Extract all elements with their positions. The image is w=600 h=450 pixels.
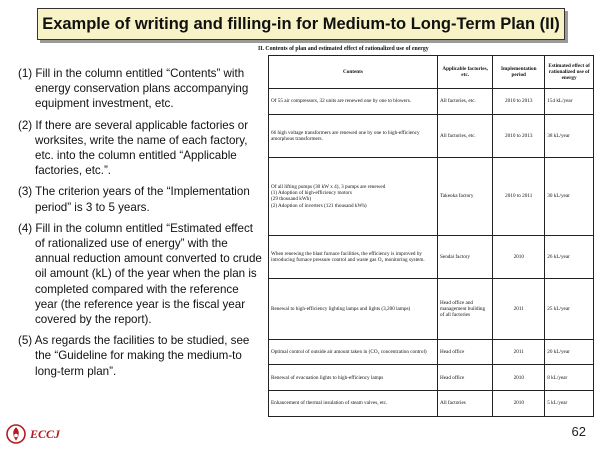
table-row xyxy=(269,339,594,365)
cell-factories: All factories xyxy=(438,391,493,417)
header-factories: Applicable factories, etc. xyxy=(438,56,493,89)
cell-contents: Renewal of evacuation lights to high-efficiency lamps xyxy=(269,365,438,391)
cell-effect: 20 kL/year xyxy=(545,339,594,365)
header-contents: Contents xyxy=(269,56,438,89)
cell-factories: All factories, etc. xyxy=(438,114,493,157)
cell-factories: Head office xyxy=(438,365,493,391)
table-row xyxy=(269,365,594,391)
table-row xyxy=(269,391,594,417)
instructions-list xyxy=(18,66,262,385)
cell-effect: 30 kL/year xyxy=(545,157,594,235)
header-period: Implementation period xyxy=(493,56,545,89)
table-row xyxy=(269,114,594,157)
cell-effect: 25 kL/year xyxy=(545,279,594,340)
eccj-logo xyxy=(6,424,60,444)
table-row xyxy=(269,89,594,115)
cell-effect: 5 kL/year xyxy=(545,391,594,417)
instruction-item: (3) The criterion years of the “Implementation period” is 3 to 5 years. xyxy=(18,185,250,214)
cell-period: 2010 xyxy=(493,365,545,391)
instruction-item: (4) Fill in the column entitled “Estimated effect of rationalized use of energy” with the annual reduction amount converted to crude oil amount (kL) of the year when the plan is completed compared with the reference year (the reference year is the fiscal year covered by the report). xyxy=(18,221,262,327)
cell-period: 2011 xyxy=(493,279,545,340)
cell-period: 2010 xyxy=(493,235,545,278)
slide-title: Example of writing and filling-in for Medium-to Long-Term Plan (II) xyxy=(42,14,560,33)
instruction-item: (5) As regards the facilities to be studied, see the “Guideline for making the medium-to long-term plan”. xyxy=(18,334,250,378)
cell-contents: When renewing the blast furnace facilities, the efficiency is improved by introducing furnace pressure control and waste gas O₂ monitoring system. xyxy=(269,235,438,278)
cell-period: 2010 to 2013 xyxy=(493,114,545,157)
cell-effect: 26 kL/year xyxy=(545,235,594,278)
plan-table xyxy=(268,55,594,417)
cell-contents: Optimal control of outside air amount taken in (CO₂ concentration control) xyxy=(269,339,438,365)
logo-text: ECCJ xyxy=(30,426,61,441)
table-row xyxy=(269,157,594,235)
cell-factories: Head office xyxy=(438,339,493,365)
cell-contents: 66 high voltage transformers are renewed one by one to high-efficiency amorphous transformers. xyxy=(269,114,438,157)
cell-effect: 8 kL/year xyxy=(545,365,594,391)
cell-effect: 38 kL/year xyxy=(545,114,594,157)
instruction-item: (1) Fill in the column entitled “Contents” with energy conservation plans accompanying equipment investment, etc. xyxy=(18,67,249,111)
eccj-emblem-icon xyxy=(6,424,26,444)
cell-contents: Of 55 air compressors, 32 units are renewed one by one to blowers. xyxy=(269,89,438,115)
cell-period: 2010 to 2013 xyxy=(493,89,545,115)
table-row xyxy=(269,279,594,340)
cell-period: 2010 xyxy=(493,391,545,417)
cell-period: 2011 xyxy=(493,339,545,365)
table-row xyxy=(269,235,594,278)
cell-contents: Enhancement of thermal insulation of steam valves, etc. xyxy=(269,391,438,417)
page-number: 62 xyxy=(571,424,586,439)
table-caption: II. Contents of plan and estimated effect of rationalized use of energy xyxy=(258,46,429,52)
cell-factories: Head office and management building of all factories xyxy=(438,279,493,340)
cell-factories: Sendai factory xyxy=(438,235,493,278)
cell-factories: Takeoka factory xyxy=(438,157,493,235)
cell-contents: Of all lifting pumps (30 kW x 4), 3 pumps are renewed (1) Adoption of high-efficiency motors (29 thousand kWh) (2) Adoption of inverters (121 thousand kWh) xyxy=(269,157,438,235)
table-header-row xyxy=(269,56,594,89)
cell-contents: Renewal to high-efficiency lighting lamps and lights (3,200 lamps) xyxy=(269,279,438,340)
cell-factories: All factories, etc. xyxy=(438,89,493,115)
header-effect: Estimated effect of rationalized use of energy xyxy=(545,56,594,89)
cell-effect: 154 kL/year xyxy=(545,89,594,115)
cell-period: 2010 to 2011 xyxy=(493,157,545,235)
slide-title-box xyxy=(37,8,565,40)
instruction-item: (2) If there are several applicable factories or worksites, write the name of each factory, etc. into the column entitled “Applicable factories, etc.”. xyxy=(18,118,249,178)
